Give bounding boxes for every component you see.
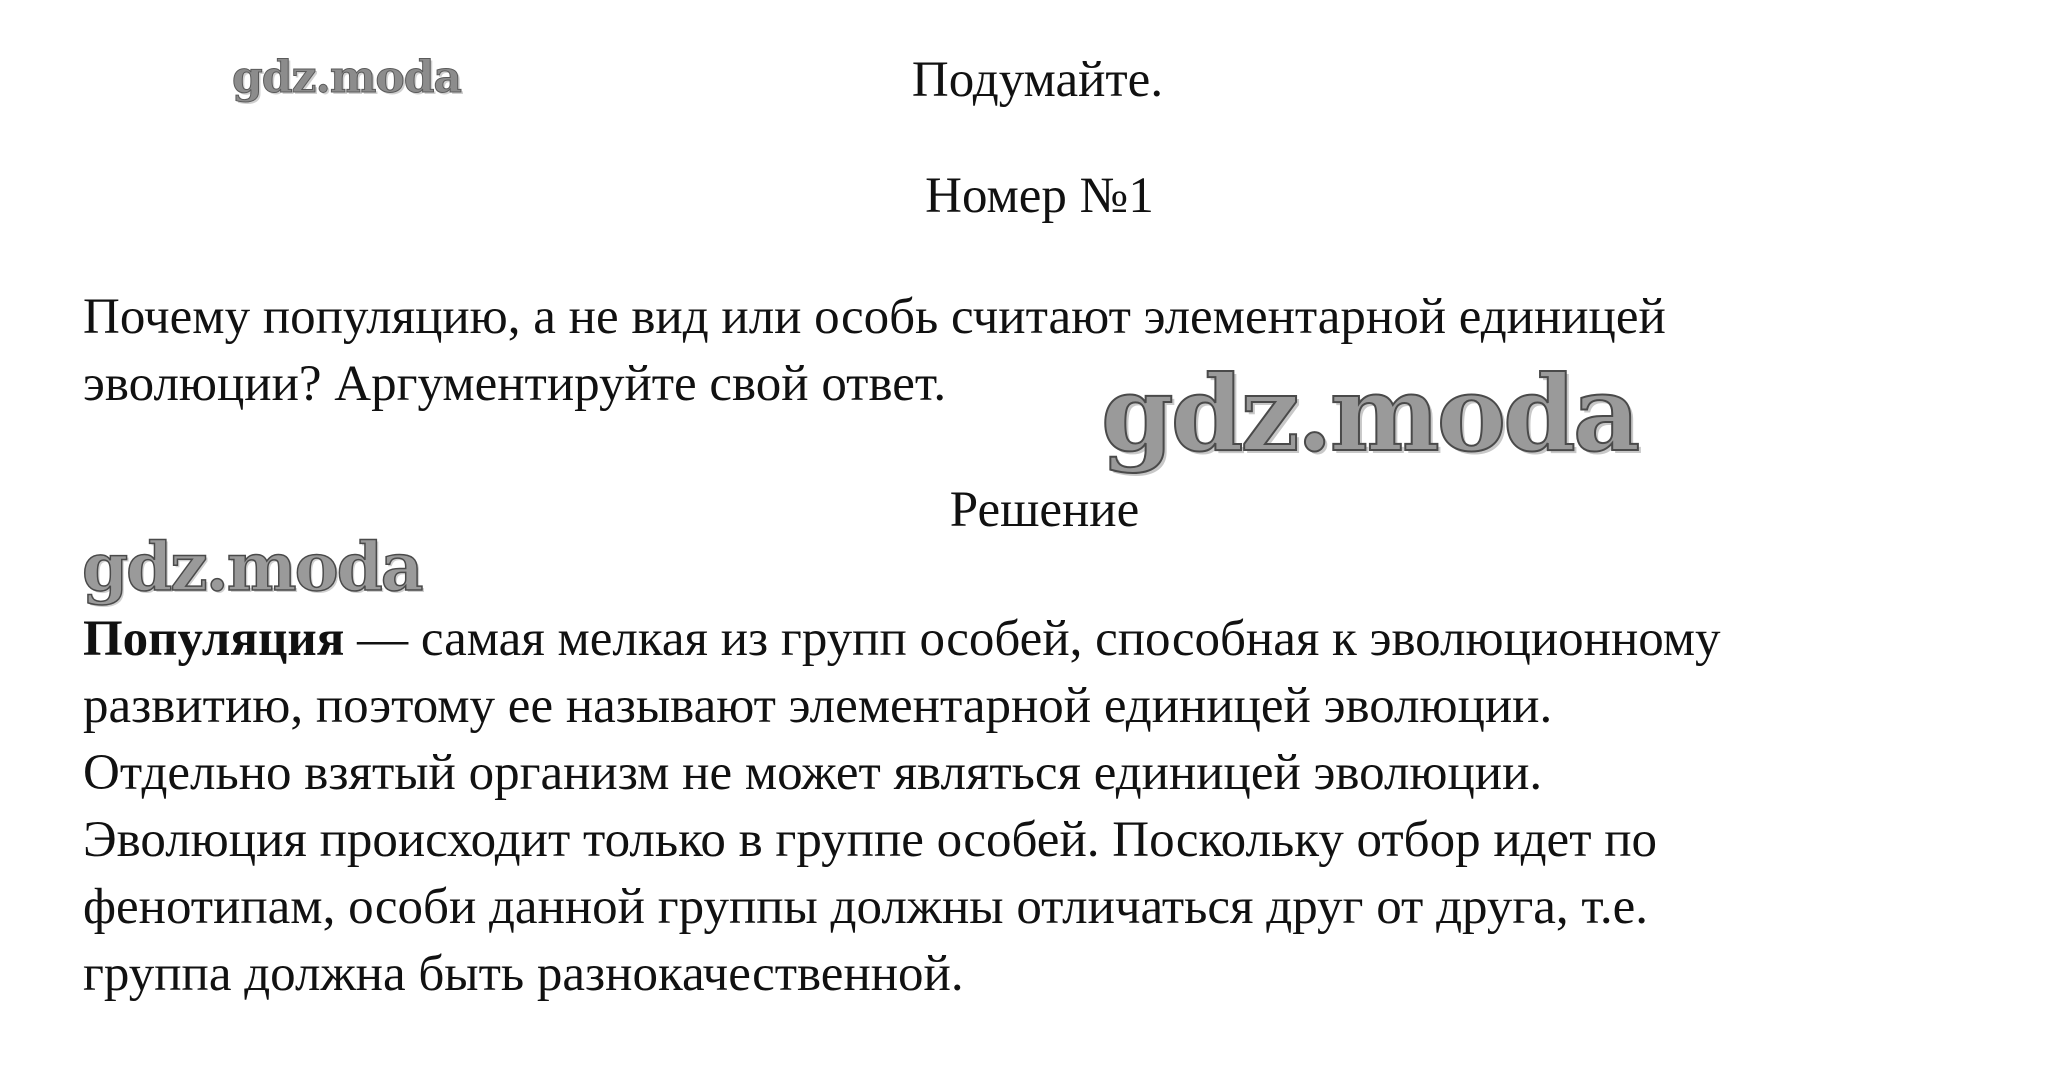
solution-line: развитию, поэтому ее называют элементарной единицей эволюции. [83,678,1553,734]
section-heading-think: Подумайте. [911,52,1164,108]
solution-line: Эволюция происходит только в группе особей. Поскольку отбор идет по [83,812,1658,868]
solution-line: группа должна быть разнокачественной. [83,946,964,1002]
watermark-logo-left: gdz.moda [82,528,422,606]
solution-line [83,606,2023,673]
solution-heading: Решение [949,482,1140,538]
exercise-number-heading: Номер №1 [925,168,1154,224]
watermark-logo-top: gdz.moda [232,52,462,103]
watermark-logo-middle: gdz.moda [1101,352,1638,475]
question-line: эволюции? Аргументируйте свой ответ. [83,356,947,412]
term-population: Популяция [83,611,345,667]
question-line: Почему популяцию, а не вид или особь считают элементарной единицей [83,289,1666,345]
definition-text: — самая мелкая из групп особей, способная к эволюционному [344,611,1721,667]
solution-line: Отдельно взятый организм не может являться единицей эволюции. [83,745,1543,801]
solution-text [83,606,2023,1008]
solution-line: фенотипам, особи данной группы должны отличаться друг от друга, т.е. [83,879,1648,935]
question-text [83,284,2023,418]
